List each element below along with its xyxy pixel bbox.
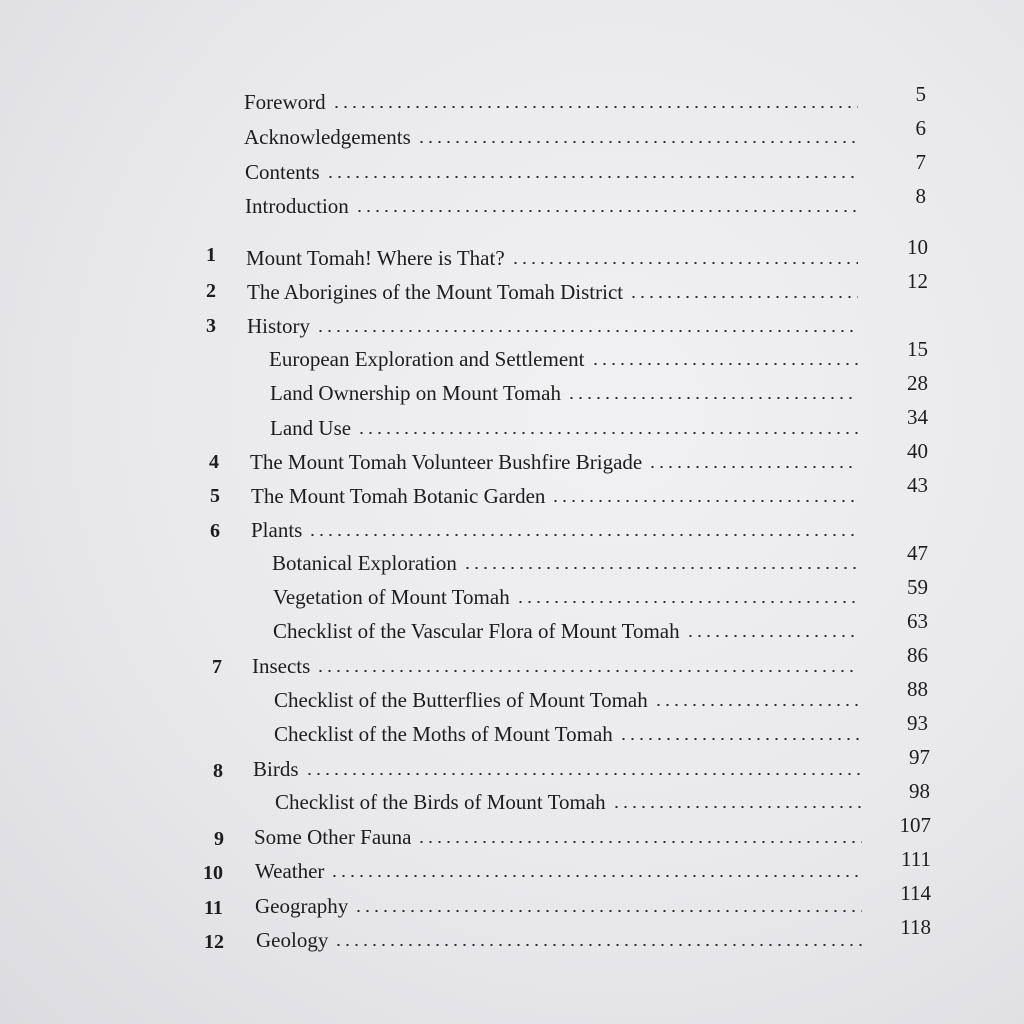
chapter-number: 9 [214,828,224,850]
toc-entry-page: 63 [907,609,928,633]
toc-entry-title: Contents [245,160,320,184]
toc-entry-page: 118 [900,915,931,939]
toc-subentry [275,780,861,814]
dot-leader [417,841,862,843]
toc-entry-page: 15 [907,337,928,361]
toc-subentry [274,712,860,746]
toc-entry-title: Insects [252,654,311,678]
toc-entry-title: Botanical Exploration [272,551,457,575]
dot-leader [511,262,858,264]
chapter-number: 12 [204,931,224,953]
toc-entry-title: Land Ownership on Mount Tomah [270,381,561,405]
toc-subentry [273,609,859,643]
dot-leader [330,875,862,877]
toc-subentry [270,406,858,440]
toc-entry-page: 111 [901,847,931,871]
chapter-number: 8 [213,760,223,782]
toc-entry-introduction [245,184,858,218]
toc-entry-title: Vegetation of Mount Tomah [273,585,510,609]
dot-leader [591,363,859,365]
toc-entry-chapter-4 [250,440,858,474]
toc-entry-page: 40 [907,439,928,463]
toc-entry-title: Checklist of the Vascular Flora of Mount Tomah [273,619,680,643]
toc-entry-page: 47 [907,541,928,565]
toc-entry-chapter-10 [255,849,862,883]
toc-entry-page: 34 [907,405,928,429]
toc-entry-page: 43 [907,473,928,497]
toc-entry-title: European Exploration and Settlement [269,347,585,371]
dot-leader [305,773,860,775]
toc-entry-title: The Mount Tomah Volunteer Bushfire Brigade [250,450,643,474]
toc-entry-page: 12 [907,269,928,293]
toc-entry-title: The Mount Tomah Botanic Garden [251,484,546,508]
toc-entry-chapter-6 [251,508,858,542]
toc-subentry [272,541,859,575]
toc-entry-chapter-7 [252,644,859,678]
dot-leader [567,397,858,399]
chapter-number: 6 [210,520,220,542]
toc-entry-chapter-3 [247,304,858,338]
dot-leader [686,635,859,637]
toc-entry-chapter-11 [255,884,862,918]
toc-entry-title: Birds [253,757,299,781]
dot-leader [308,534,858,536]
dot-leader [619,738,860,740]
toc-entry-page: 5 [915,82,926,106]
chapter-number: 11 [204,897,223,919]
toc-entry-chapter-2 [247,270,858,304]
toc-entry-foreword [244,80,858,114]
chapter-number: 2 [206,280,216,302]
dot-leader [463,567,859,569]
toc-entry-page: 114 [900,881,931,905]
toc-entry-acknowledgements [244,115,858,149]
toc-entry-chapter-5 [251,474,858,508]
dot-leader [654,704,860,706]
dot-leader [316,670,859,672]
dot-leader [612,806,861,808]
toc-entry-title: Acknowledgements [244,125,411,149]
toc-entry-title: Checklist of the Moths of Mount Tomah [274,722,613,746]
chapter-number: 4 [209,451,219,473]
toc-entry-title: Checklist of the Butterflies of Mount Tomah [274,688,648,712]
toc-entry-page: 6 [915,116,926,140]
toc-entry-chapter-1 [246,236,858,270]
toc-entry-title: Geography [255,894,349,918]
dot-leader [355,210,858,212]
toc-entry-page: 107 [899,813,931,837]
dot-leader [417,141,858,143]
toc-entry-title: History [247,314,310,338]
toc-entry-page: 88 [907,677,928,701]
toc-entry-title: Mount Tomah! Where is That? [246,246,505,270]
toc-entry-title: Land Use [270,416,352,440]
toc-entry-page: 98 [909,779,930,803]
chapter-number: 1 [206,244,216,266]
toc-entry-page: 7 [915,150,926,174]
dot-leader [629,296,858,298]
chapter-number: 7 [212,656,222,678]
dot-leader [334,944,863,946]
toc-entry-page: 93 [907,711,928,735]
chapter-number: 10 [203,862,223,884]
dot-leader [354,910,862,912]
dot-leader [332,106,858,108]
toc-entry-chapter-8 [253,747,860,781]
toc-entry-chapter-9 [254,815,862,849]
toc-entry-title: Checklist of the Birds of Mount Tomah [275,790,606,814]
toc-entry-title: Some Other Fauna [254,825,412,849]
toc-subentry [273,575,859,609]
toc-entry-page: 59 [907,575,928,599]
toc-entry-title: Geology [256,928,329,952]
toc-entry-page: 28 [907,371,928,395]
toc-subentry [274,678,860,712]
chapter-number: 5 [210,485,220,507]
toc-entry-page: 10 [907,235,928,259]
toc-entry-page: 86 [907,643,928,667]
toc-entry-title: Introduction [245,194,349,218]
toc-entry-chapter-12 [256,918,863,952]
dot-leader [357,432,858,434]
toc-entry-contents [245,150,858,184]
toc-entry-title: Plants [251,518,303,542]
chapter-number: 3 [206,315,216,337]
toc-subentry [269,337,858,371]
dot-leader [648,466,858,468]
toc-entry-title: Foreword [244,90,326,114]
dot-leader [551,500,858,502]
dot-leader [516,601,859,603]
dot-leader [316,330,858,332]
toc-entry-title: Weather [255,859,325,883]
toc-entry-page: 97 [909,745,930,769]
toc-entry-page: 8 [915,184,926,208]
toc-subentry [270,371,858,405]
dot-leader [326,176,858,178]
toc-entry-title: The Aborigines of the Mount Tomah District [247,280,624,304]
